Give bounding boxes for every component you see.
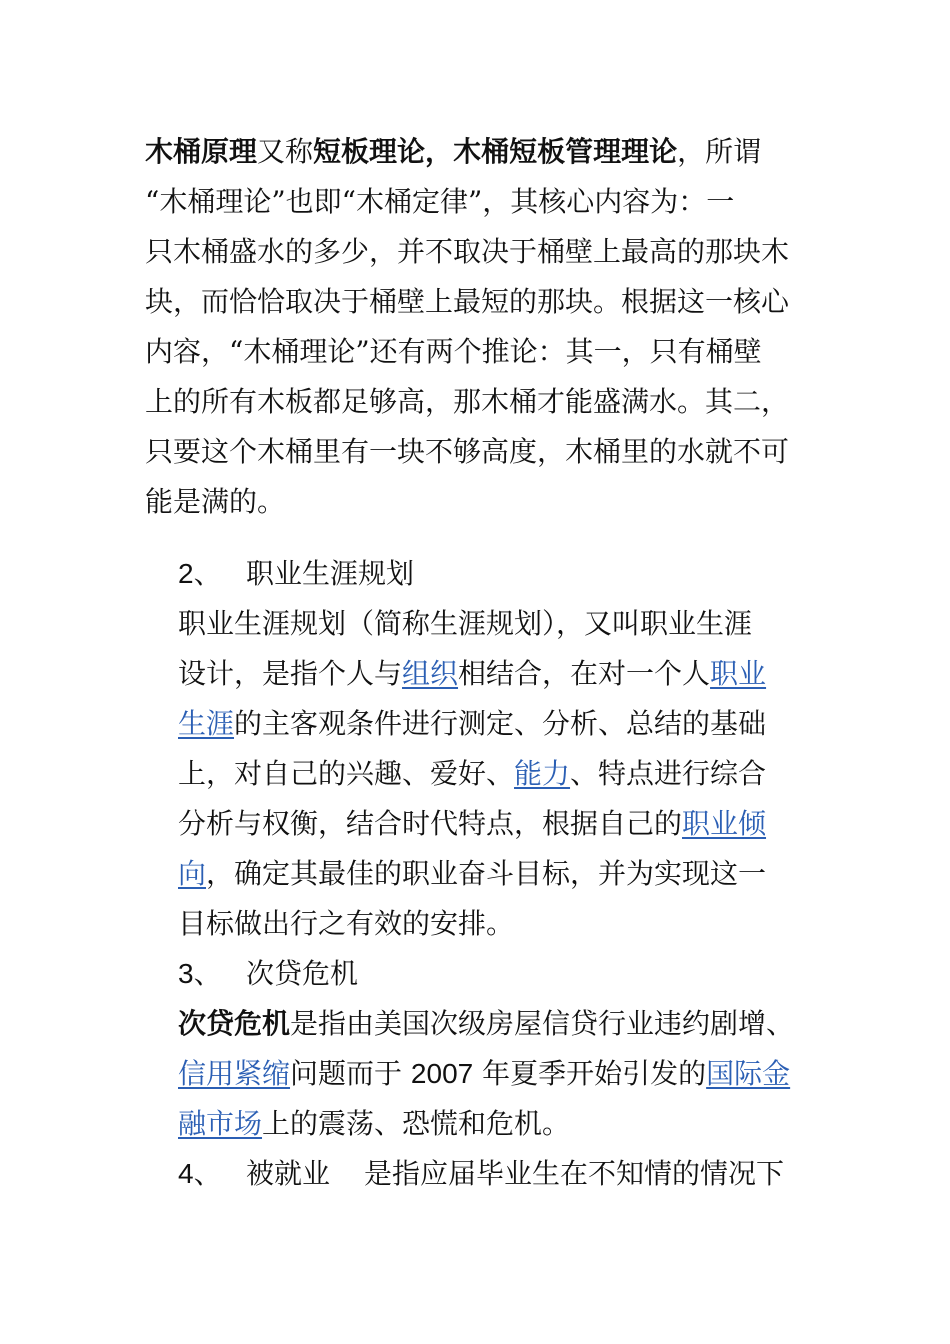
link-international-finance-part1[interactable]: 国际金 — [706, 1057, 791, 1090]
link-ability[interactable]: 能力 — [514, 757, 571, 790]
para1-line-8: 能是满的。 — [145, 485, 286, 518]
section4-number: 4、 — [178, 1158, 222, 1189]
section3-line-3: 融市场上的震荡、恐慌和危机。 — [178, 1107, 571, 1140]
section2-number: 2、 — [178, 558, 222, 589]
section3-number: 3、 — [178, 958, 222, 989]
link-career-orientation-part2[interactable]: 向 — [178, 857, 207, 890]
para1-line-7: 只要这个木桶里有一块不够高度，木桶里的水就不可 — [145, 435, 790, 468]
para1-line-4: 块，而恰恰取决于桶壁上最短的那块。根据这一核心 — [145, 285, 790, 318]
term-subprime-crisis: 次贷危机 — [178, 1007, 291, 1040]
section2-line-6: 向，确定其最佳的职业奋斗目标，并为实现这一 — [178, 857, 767, 890]
para1-line-6: 上的所有木板都足够高，那木桶才能盛满水。其二， — [145, 385, 790, 418]
section4-heading: 被就业 — [246, 1157, 331, 1190]
link-organization[interactable]: 组织 — [402, 657, 459, 690]
link-career-part1[interactable]: 职业 — [710, 657, 767, 690]
section3-heading: 次贷危机 — [246, 957, 359, 990]
link-credit-crunch[interactable]: 信用紧缩 — [178, 1057, 291, 1090]
section2-line-2: 设计，是指个人与组织相结合，在对一个人职业 — [178, 657, 767, 690]
section2-line-1: 职业生涯规划（简称生涯规划），又叫职业生涯 — [178, 607, 753, 640]
para1-line-3: 只木桶盛水的多少，并不取决于桶壁上最高的那块木 — [145, 235, 790, 268]
link-international-finance-part2[interactable]: 融市场 — [178, 1107, 263, 1140]
section2-line-3: 生涯的主客观条件进行测定、分析、总结的基础 — [178, 707, 767, 740]
link-career-part2[interactable]: 生涯 — [178, 707, 235, 740]
term-bucket-principle: 木桶原理 — [145, 135, 258, 168]
term-short-board-management: 木桶短板管理理论 — [453, 135, 678, 168]
section3-line-2: 信用紧缩问题而于 2007 年夏季开始引发的国际金 — [178, 1057, 791, 1090]
section4-text: 是指应届毕业生在不知情的情况下 — [364, 1157, 785, 1190]
para1-line-5: 内容，“木桶理论”还有两个推论：其一，只有桶壁 — [145, 335, 762, 368]
para1-line-1: 木桶原理又称短板理论，木桶短板管理理论，所谓 — [145, 135, 762, 168]
para1-line-2: “木桶理论”也即“木桶定律”，其核心内容为：一 — [145, 185, 735, 218]
link-career-orientation-part1[interactable]: 职业倾 — [682, 807, 767, 840]
section2-heading: 职业生涯规划 — [246, 557, 415, 590]
term-short-board-theory: 短板理论 — [313, 135, 426, 168]
section2-line-4: 上，对自己的兴趣、爱好、能力、特点进行综合 — [178, 757, 767, 790]
section2-line-5: 分析与权衡，结合时代特点，根据自己的职业倾 — [178, 807, 767, 840]
section3-line-1: 次贷危机是指由美国次级房屋信贷行业违约剧增、 — [178, 1007, 795, 1040]
section2-line-7: 目标做出行之有效的安排。 — [178, 907, 515, 940]
